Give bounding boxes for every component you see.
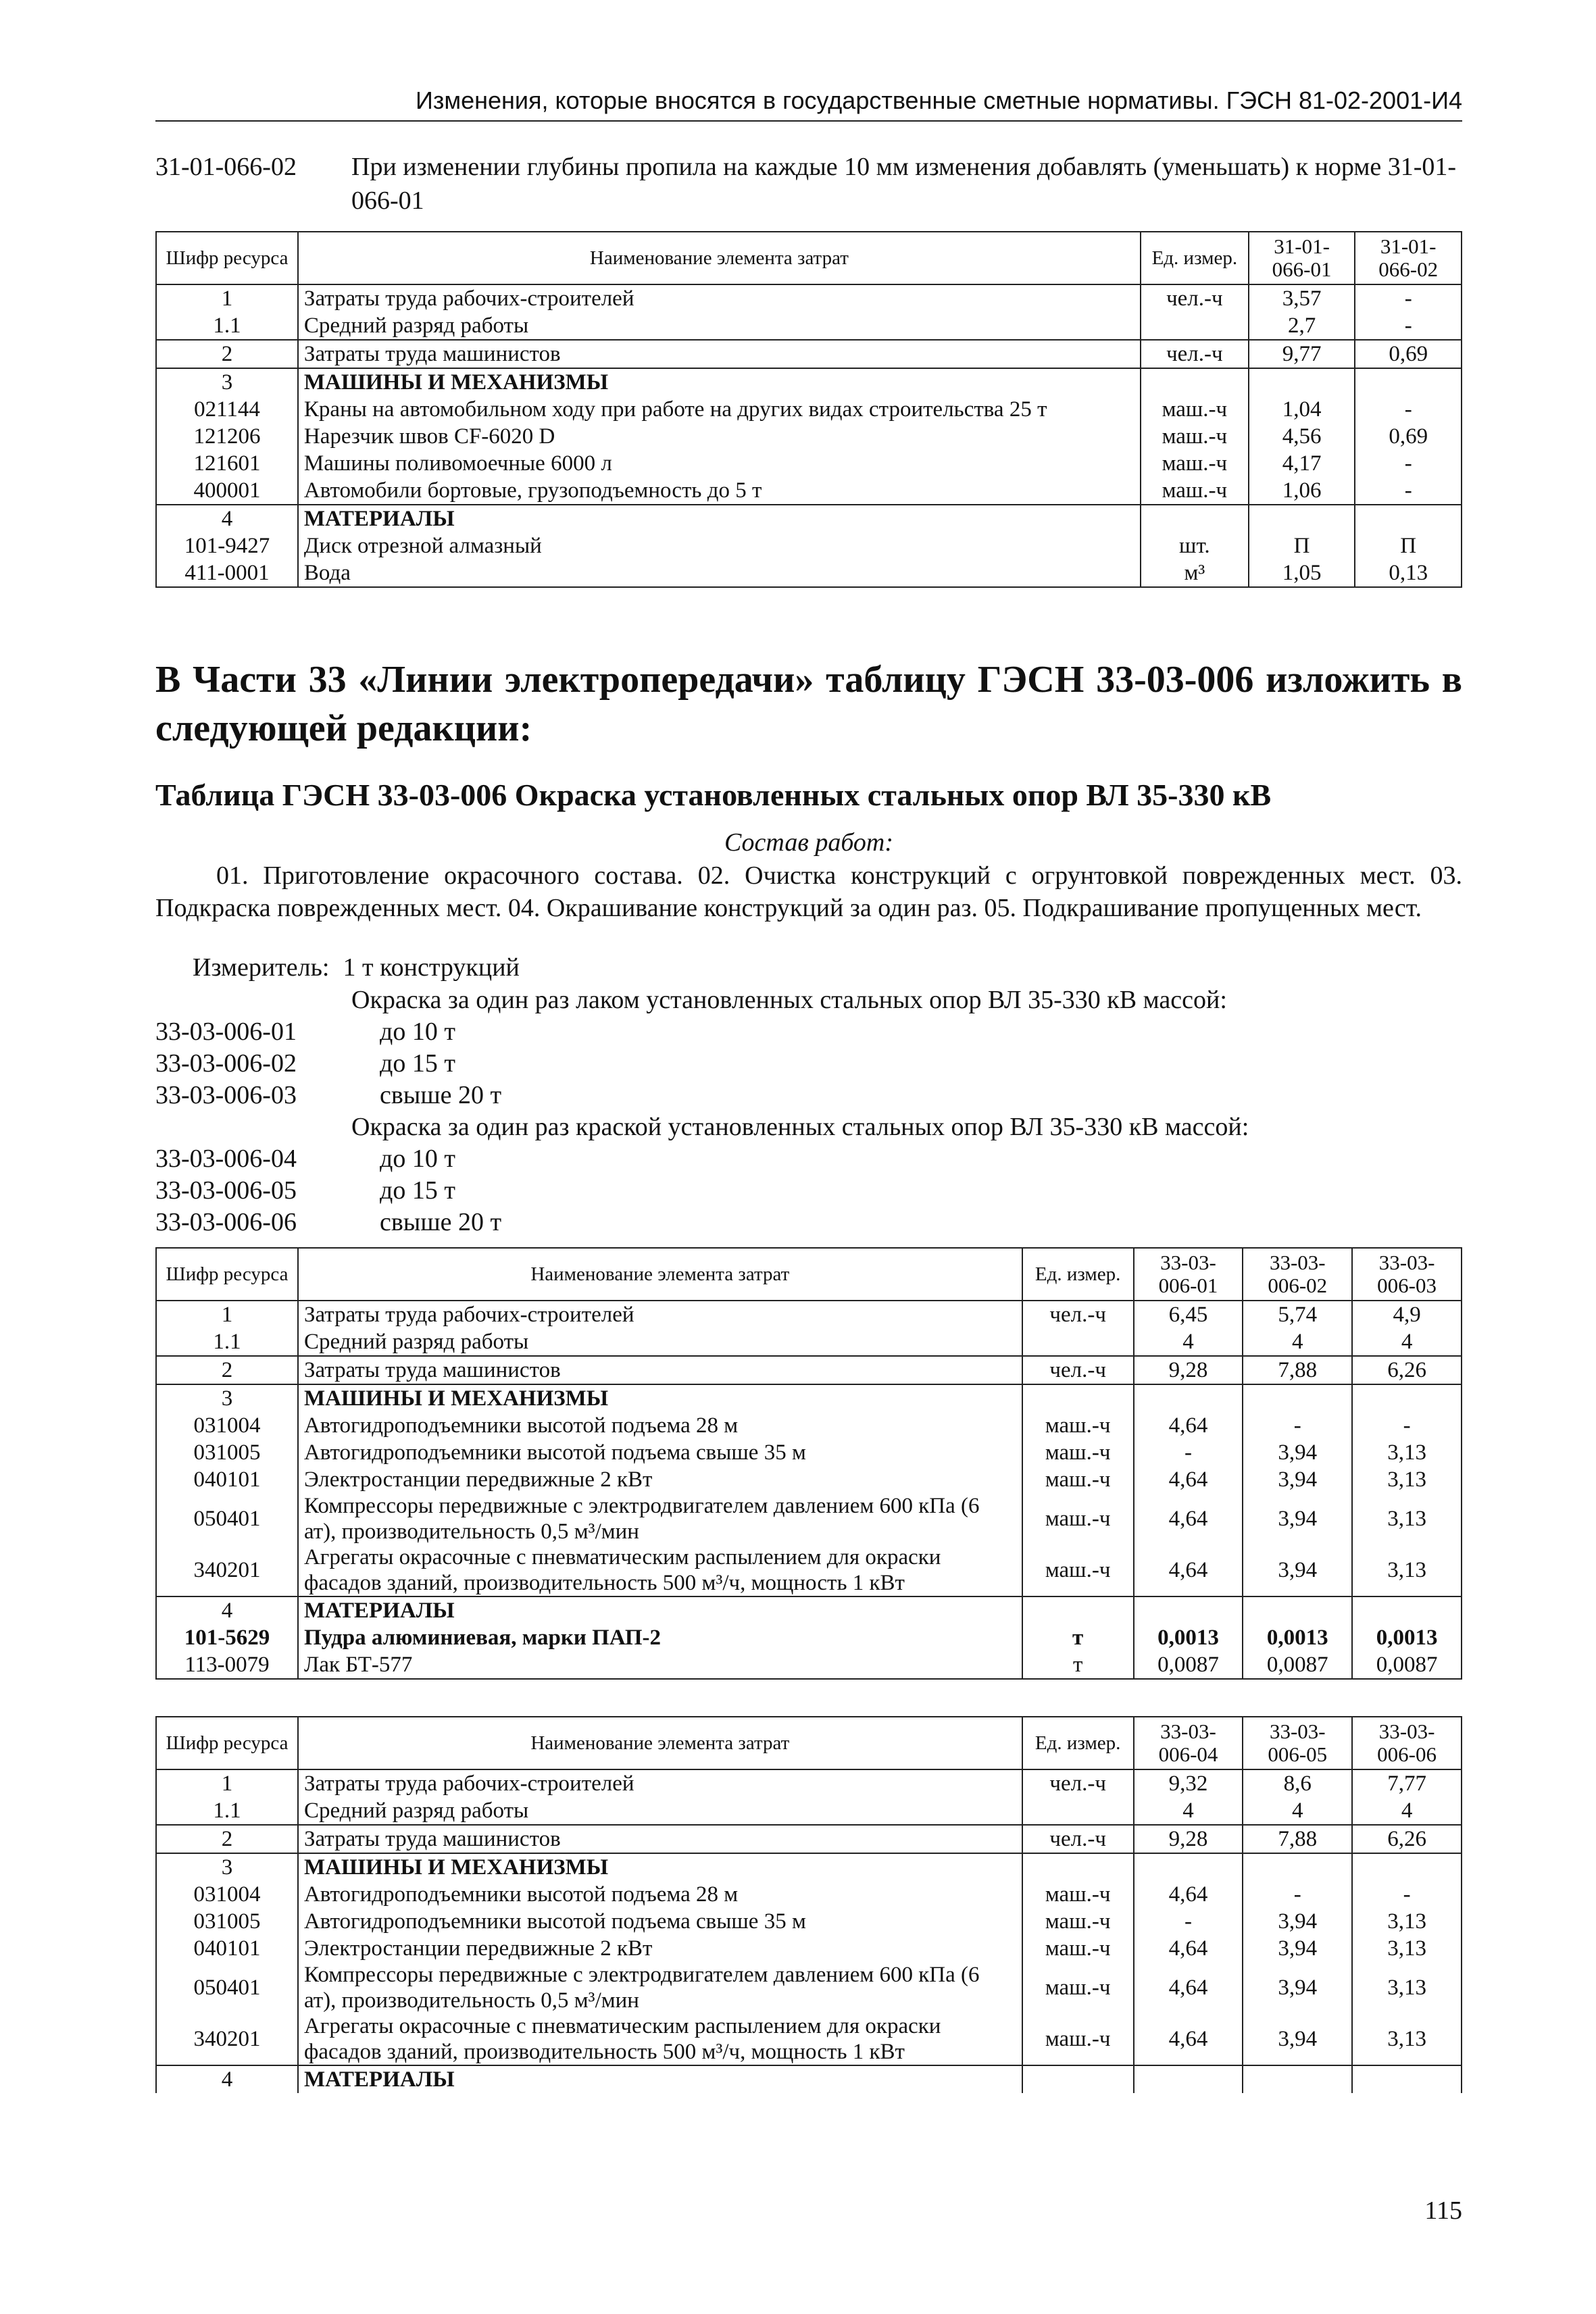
header-unit: Ед. измер. xyxy=(1141,232,1249,284)
norm-value: 4 xyxy=(1243,1328,1352,1356)
resource-row xyxy=(156,1797,1462,1825)
resource-name: Затраты труда рабочих-строителей xyxy=(298,1301,1022,1328)
section-row xyxy=(156,1384,1462,1412)
norm-value: П xyxy=(1249,532,1355,559)
norm-value: 7,88 xyxy=(1243,1825,1352,1853)
note-text: При изменении глубины пропила на каждые 10 мм изменения добавлять (уменьшать) к норме 31-01-066-01 xyxy=(351,153,1457,215)
table-body xyxy=(156,1301,1462,1679)
resource-name: Автомобили бортовые, грузоподъемность до 5 т xyxy=(298,477,1141,505)
measure-label: Измеритель: xyxy=(193,953,330,982)
norm-value xyxy=(1352,1853,1462,1881)
resource-code: 101-5629 xyxy=(156,1624,298,1651)
norm-value: 4,64 xyxy=(1134,1466,1243,1493)
resource-code: 031005 xyxy=(156,1439,298,1466)
norm-value: 3,13 xyxy=(1352,1962,1462,2013)
group-b-heading: Окраска за один раз краской установленных стальных опор ВЛ 35-330 кВ массой: xyxy=(351,1113,1249,1141)
norm-value: 3,94 xyxy=(1243,2013,1352,2065)
page-number: 115 xyxy=(1424,2196,1462,2225)
resource-row xyxy=(156,1908,1462,1935)
norm-value: 0,0013 xyxy=(1134,1624,1243,1651)
norm-value xyxy=(1352,1384,1462,1412)
header-norm-2: 31-01- 066-02 xyxy=(1355,232,1462,284)
table-body xyxy=(156,1769,1462,2093)
resource-code: 4 xyxy=(156,1596,298,1624)
resource-code: 2 xyxy=(156,1356,298,1384)
resource-code: 411-0001 xyxy=(156,559,298,587)
resource-code: 040101 xyxy=(156,1935,298,1962)
resource-code: 121601 xyxy=(156,450,298,477)
resource-code: 3 xyxy=(156,368,298,396)
resource-code: 3 xyxy=(156,1384,298,1412)
resource-code: 031004 xyxy=(156,1412,298,1439)
resource-row xyxy=(156,1962,1462,2013)
resource-code: 2 xyxy=(156,1825,298,1853)
norm-value: 1,04 xyxy=(1249,396,1355,423)
resource-name: МАШИНЫ И МЕХАНИЗМЫ xyxy=(298,368,1141,396)
norm-value: 6,26 xyxy=(1352,1356,1462,1384)
resource-unit: чел.-ч xyxy=(1141,340,1249,368)
norm-value: 3,94 xyxy=(1243,1962,1352,2013)
resource-row xyxy=(156,1301,1462,1328)
norm-value: 4,64 xyxy=(1134,2013,1243,2065)
norm-value: - xyxy=(1355,450,1462,477)
resource-code: 4 xyxy=(156,505,298,532)
resource-name: Автогидроподъемники высотой подъема 28 м xyxy=(298,1881,1022,1908)
measure xyxy=(193,953,520,982)
note-code: 31-01-066-02 xyxy=(155,153,297,181)
resource-unit: маш.-ч xyxy=(1141,450,1249,477)
resource-code: 1 xyxy=(156,284,298,312)
header-norm-4: 33-03- 006-04 xyxy=(1134,1717,1243,1769)
norm-value: 3,94 xyxy=(1243,1544,1352,1596)
resource-unit: маш.-ч xyxy=(1022,2013,1134,2065)
resource-name: Электростанции передвижные 2 кВт xyxy=(298,1935,1022,1962)
resource-row xyxy=(156,1493,1462,1544)
resource-unit: м³ xyxy=(1141,559,1249,587)
header-code: Шифр ресурса xyxy=(156,232,298,284)
table-header-row xyxy=(156,232,1462,284)
norm-value: 0,0087 xyxy=(1243,1651,1352,1679)
composition-label: Состав работ: xyxy=(724,828,894,857)
header-norm-1: 33-03- 006-01 xyxy=(1134,1248,1243,1301)
norm-value: 7,88 xyxy=(1243,1356,1352,1384)
resource-unit: чел.-ч xyxy=(1141,284,1249,312)
resource-name: МАТЕРИАЛЫ xyxy=(298,2065,1022,2093)
group-a-heading: Окраска за один раз лаком установленных стальных опор ВЛ 35-330 кВ массой: xyxy=(351,986,1227,1014)
section-row xyxy=(156,368,1462,396)
resource-unit: маш.-ч xyxy=(1022,1544,1134,1596)
norm-value: 3,13 xyxy=(1352,1908,1462,1935)
resource-row xyxy=(156,284,1462,312)
resource-code: 040101 xyxy=(156,1466,298,1493)
norm-value: 4,9 xyxy=(1352,1301,1462,1328)
resource-unit xyxy=(1022,1596,1134,1624)
norm-value: 4,64 xyxy=(1134,1881,1243,1908)
resource-name: Затраты труда машинистов xyxy=(298,1356,1022,1384)
resource-row xyxy=(156,312,1462,340)
resource-unit: т xyxy=(1022,1624,1134,1651)
norm-value xyxy=(1355,505,1462,532)
resource-unit: шт. xyxy=(1141,532,1249,559)
norm-value: 4,64 xyxy=(1134,1935,1243,1962)
norm-value: 3,94 xyxy=(1243,1935,1352,1962)
norm-value: 1,06 xyxy=(1249,477,1355,505)
resource-code: 340201 xyxy=(156,2013,298,2065)
composition-text: 01. Приготовление окрасочного состава. 02. Очистка конструкций с огрунтовкой поврежденных мест. 03. Подкраска поврежденных мест. 04. Окрашивание конструкций за один раз. 05. Подкрашивание пропущенных мест. xyxy=(155,861,1462,922)
resource-unit xyxy=(1141,505,1249,532)
resource-name: МАТЕРИАЛЫ xyxy=(298,505,1141,532)
variant-row: 33-03-006-01 до 10 т xyxy=(155,1017,455,1046)
norm-value: 8,6 xyxy=(1243,1769,1352,1797)
variant-row: 33-03-006-02 до 15 т xyxy=(155,1049,455,1078)
norm-value: П xyxy=(1355,532,1462,559)
table-header-row xyxy=(156,1717,1462,1769)
norm-value: - xyxy=(1243,1881,1352,1908)
resource-unit: маш.-ч xyxy=(1022,1935,1134,1962)
norm-value: 3,94 xyxy=(1243,1493,1352,1544)
resource-row xyxy=(156,340,1462,368)
resource-name: Нарезчик швов CF-6020 D xyxy=(298,423,1141,450)
norm-value: 0,0013 xyxy=(1352,1624,1462,1651)
resource-code: 050401 xyxy=(156,1493,298,1544)
resource-name: Агрегаты окрасочные с пневматическим распылением для окраски фасадов зданий, производительность 500 м³/ч, мощность 1 кВт xyxy=(298,2013,1022,2065)
resource-unit: маш.-ч xyxy=(1141,396,1249,423)
norm-value: 3,94 xyxy=(1243,1439,1352,1466)
norm-value: 9,77 xyxy=(1249,340,1355,368)
header-code: Шифр ресурса xyxy=(156,1717,298,1769)
norm-value: 0,0013 xyxy=(1243,1624,1352,1651)
norm-value: 6,26 xyxy=(1352,1825,1462,1853)
norm-value: 4 xyxy=(1243,1797,1352,1825)
resource-unit xyxy=(1022,1384,1134,1412)
resource-unit: маш.-ч xyxy=(1022,1908,1134,1935)
norm-value: - xyxy=(1134,1439,1243,1466)
resource-name: Агрегаты окрасочные с пневматическим распылением для окраски фасадов зданий, производительность 500 м³/ч, мощность 1 кВт xyxy=(298,1544,1022,1596)
norm-value xyxy=(1243,2065,1352,2093)
resource-unit: маш.-ч xyxy=(1022,1962,1134,2013)
resource-unit: чел.-ч xyxy=(1022,1769,1134,1797)
header-code: Шифр ресурса xyxy=(156,1248,298,1301)
resource-unit: чел.-ч xyxy=(1022,1356,1134,1384)
norm-note xyxy=(155,150,1462,218)
norm-value: - xyxy=(1355,284,1462,312)
norm-value: 3,94 xyxy=(1243,1466,1352,1493)
norm-value: 3,13 xyxy=(1352,1466,1462,1493)
norm-value: 4 xyxy=(1352,1328,1462,1356)
measure-value: 1 т конструкций xyxy=(343,953,520,982)
section-row xyxy=(156,505,1462,532)
header-norm-6: 33-03- 006-06 xyxy=(1352,1717,1462,1769)
resource-table-33-03-006-01-03 xyxy=(155,1247,1462,1680)
resource-name: Автогидроподъемники высотой подъема свыше 35 м xyxy=(298,1908,1022,1935)
norm-value: - xyxy=(1355,396,1462,423)
resource-name: Затраты труда машинистов xyxy=(298,1825,1022,1853)
resource-unit: маш.-ч xyxy=(1022,1466,1134,1493)
resource-row xyxy=(156,1651,1462,1679)
norm-value: 9,32 xyxy=(1134,1769,1243,1797)
norm-value xyxy=(1243,1853,1352,1881)
norm-value: 4,64 xyxy=(1134,1544,1243,1596)
resource-code: 4 xyxy=(156,2065,298,2093)
section-row xyxy=(156,1596,1462,1624)
resource-row xyxy=(156,450,1462,477)
resource-unit: чел.-ч xyxy=(1022,1301,1134,1328)
header-name: Наименование элемента затрат xyxy=(298,232,1141,284)
norm-value: 3,13 xyxy=(1352,2013,1462,2065)
norm-value xyxy=(1134,1596,1243,1624)
resource-row xyxy=(156,1624,1462,1651)
norm-value xyxy=(1243,1596,1352,1624)
norm-value: 3,13 xyxy=(1352,1493,1462,1544)
norm-value xyxy=(1249,505,1355,532)
resource-name: Электростанции передвижные 2 кВт xyxy=(298,1466,1022,1493)
resource-code: 1.1 xyxy=(156,312,298,340)
norm-value: 4 xyxy=(1352,1797,1462,1825)
norm-value xyxy=(1134,1853,1243,1881)
variant-row: 33-03-006-03 свыше 20 т xyxy=(155,1081,502,1109)
resource-unit: т xyxy=(1022,1651,1134,1679)
resource-row xyxy=(156,1439,1462,1466)
header-norm-1: 31-01- 066-01 xyxy=(1249,232,1355,284)
resource-code: 101-9427 xyxy=(156,532,298,559)
resource-name: Пудра алюминиевая, марки ПАП-2 xyxy=(298,1624,1022,1651)
variant-row: 33-03-006-04 до 10 т xyxy=(155,1145,455,1173)
norm-value: 9,28 xyxy=(1134,1825,1243,1853)
norm-value: 3,94 xyxy=(1243,1908,1352,1935)
resource-row xyxy=(156,532,1462,559)
resource-unit xyxy=(1141,368,1249,396)
resource-unit xyxy=(1141,312,1249,340)
resource-row xyxy=(156,1356,1462,1384)
header-name: Наименование элемента затрат xyxy=(298,1248,1022,1301)
resource-unit xyxy=(1022,1328,1134,1356)
norm-value: 4,64 xyxy=(1134,1962,1243,2013)
resource-name: МАШИНЫ И МЕХАНИЗМЫ xyxy=(298,1384,1022,1412)
resource-row xyxy=(156,1544,1462,1596)
resource-code: 021144 xyxy=(156,396,298,423)
section-row xyxy=(156,2065,1462,2093)
norm-value: 5,74 xyxy=(1243,1301,1352,1328)
resource-row xyxy=(156,477,1462,505)
norm-value: - xyxy=(1355,477,1462,505)
resource-code: 1 xyxy=(156,1301,298,1328)
variant-row: 33-03-006-05 до 15 т xyxy=(155,1176,455,1205)
resource-code: 1.1 xyxy=(156,1328,298,1356)
resource-code: 1 xyxy=(156,1769,298,1797)
resource-name: Затраты труда рабочих-строителей xyxy=(298,1769,1022,1797)
resource-name: Лак БТ-577 xyxy=(298,1651,1022,1679)
table-header-row xyxy=(156,1248,1462,1301)
norm-value: 3,13 xyxy=(1352,1439,1462,1466)
resource-name: Диск отрезной алмазный xyxy=(298,532,1141,559)
resource-name: Краны на автомобильном ходу при работе на других видах строительства 25 т xyxy=(298,396,1141,423)
resource-unit: маш.-ч xyxy=(1022,1439,1134,1466)
resource-unit: маш.-ч xyxy=(1022,1881,1134,1908)
resource-row xyxy=(156,559,1462,587)
resource-code: 2 xyxy=(156,340,298,368)
norm-value: 1,05 xyxy=(1249,559,1355,587)
resource-code: 121206 xyxy=(156,423,298,450)
header-name: Наименование элемента затрат xyxy=(298,1717,1022,1769)
norm-value: 3,13 xyxy=(1352,1544,1462,1596)
norm-value: 6,45 xyxy=(1134,1301,1243,1328)
resource-row xyxy=(156,1412,1462,1439)
resource-unit xyxy=(1022,1797,1134,1825)
resource-name: Автогидроподъемники высотой подъема свыше 35 м xyxy=(298,1439,1022,1466)
resource-unit: чел.-ч xyxy=(1022,1825,1134,1853)
resource-name: Затраты труда машинистов xyxy=(298,340,1141,368)
header-norm-2: 33-03- 006-02 xyxy=(1243,1248,1352,1301)
norm-value: 3,57 xyxy=(1249,284,1355,312)
resource-code: 340201 xyxy=(156,1544,298,1596)
resource-row xyxy=(156,1769,1462,1797)
resource-row xyxy=(156,1881,1462,1908)
norm-value: 0,69 xyxy=(1355,340,1462,368)
resource-name: МАТЕРИАЛЫ xyxy=(298,1596,1022,1624)
resource-unit: маш.-ч xyxy=(1022,1493,1134,1544)
norm-value xyxy=(1249,368,1355,396)
resource-name: Автогидроподъемники высотой подъема 28 м xyxy=(298,1412,1022,1439)
resource-unit: маш.-ч xyxy=(1141,423,1249,450)
resource-name: Компрессоры передвижные с электродвигателем давлением 600 кПа (6 ат), производительность 0,5 м³/мин xyxy=(298,1962,1022,2013)
resource-row xyxy=(156,396,1462,423)
resource-table-33-03-006-04-06 xyxy=(155,1716,1462,2093)
resource-row xyxy=(156,2013,1462,2065)
resource-code: 113-0079 xyxy=(156,1651,298,1679)
norm-value: 2,7 xyxy=(1249,312,1355,340)
resource-name: Затраты труда рабочих-строителей xyxy=(298,284,1141,312)
resource-unit xyxy=(1022,1853,1134,1881)
norm-value: 4 xyxy=(1134,1328,1243,1356)
resource-code: 050401 xyxy=(156,1962,298,2013)
norm-value xyxy=(1352,2065,1462,2093)
resource-row xyxy=(156,1825,1462,1853)
resource-name: Средний разряд работы xyxy=(298,1797,1022,1825)
section-row xyxy=(156,1853,1462,1881)
header-norm-5: 33-03- 006-05 xyxy=(1243,1717,1352,1769)
norm-value xyxy=(1134,1384,1243,1412)
resource-name: Машины поливомоечные 6000 л xyxy=(298,450,1141,477)
norm-value: 4 xyxy=(1134,1797,1243,1825)
norm-value: 3,13 xyxy=(1352,1935,1462,1962)
norm-value xyxy=(1355,368,1462,396)
norm-value: 0,0087 xyxy=(1134,1651,1243,1679)
header-norm-3: 33-03- 006-03 xyxy=(1352,1248,1462,1301)
running-head: Изменения, которые вносятся в государственные сметные нормативы. ГЭСН 81-02-2001-И4 xyxy=(155,86,1462,122)
resource-code: 031004 xyxy=(156,1881,298,1908)
norm-value xyxy=(1134,2065,1243,2093)
resource-row xyxy=(156,423,1462,450)
resource-code: 031005 xyxy=(156,1908,298,1935)
section-heading: В Части 33 «Линии электропередачи» таблицу ГЭСН 33-03-006 изложить в следующей редакции: xyxy=(155,659,1462,749)
norm-value: - xyxy=(1355,312,1462,340)
norm-value xyxy=(1352,1596,1462,1624)
table-title: Таблица ГЭСН 33-03-006 Окраска установленных стальных опор ВЛ 35-330 кВ xyxy=(155,778,1272,812)
resource-name: Вода xyxy=(298,559,1141,587)
resource-unit: маш.-ч xyxy=(1022,1412,1134,1439)
resource-name: МАШИНЫ И МЕХАНИЗМЫ xyxy=(298,1853,1022,1881)
resource-table-31-01-066 xyxy=(155,231,1462,588)
norm-value: 4,17 xyxy=(1249,450,1355,477)
resource-row xyxy=(156,1935,1462,1962)
variant-row: 33-03-006-06 свыше 20 т xyxy=(155,1208,502,1236)
norm-value: - xyxy=(1243,1412,1352,1439)
resource-unit: маш.-ч xyxy=(1141,477,1249,505)
resource-unit xyxy=(1022,2065,1134,2093)
norm-value: 0,0087 xyxy=(1352,1651,1462,1679)
norm-value: - xyxy=(1352,1412,1462,1439)
norm-value: 0,13 xyxy=(1355,559,1462,587)
norm-value: 7,77 xyxy=(1352,1769,1462,1797)
resource-code: 400001 xyxy=(156,477,298,505)
resource-row xyxy=(156,1328,1462,1356)
header-unit: Ед. измер. xyxy=(1022,1248,1134,1301)
norm-value xyxy=(1243,1384,1352,1412)
resource-name: Средний разряд работы xyxy=(298,312,1141,340)
resource-name: Средний разряд работы xyxy=(298,1328,1022,1356)
norm-value: 0,69 xyxy=(1355,423,1462,450)
resource-name: Компрессоры передвижные с электродвигателем давлением 600 кПа (6 ат), производительность 0,5 м³/мин xyxy=(298,1493,1022,1544)
header-unit: Ед. измер. xyxy=(1022,1717,1134,1769)
resource-code: 3 xyxy=(156,1853,298,1881)
resource-code: 1.1 xyxy=(156,1797,298,1825)
norm-value: 9,28 xyxy=(1134,1356,1243,1384)
norm-value: 4,56 xyxy=(1249,423,1355,450)
norm-value: 4,64 xyxy=(1134,1412,1243,1439)
resource-row xyxy=(156,1466,1462,1493)
norm-value: - xyxy=(1352,1881,1462,1908)
norm-value: - xyxy=(1134,1908,1243,1935)
norm-value: 4,64 xyxy=(1134,1493,1243,1544)
table-body xyxy=(156,284,1462,587)
